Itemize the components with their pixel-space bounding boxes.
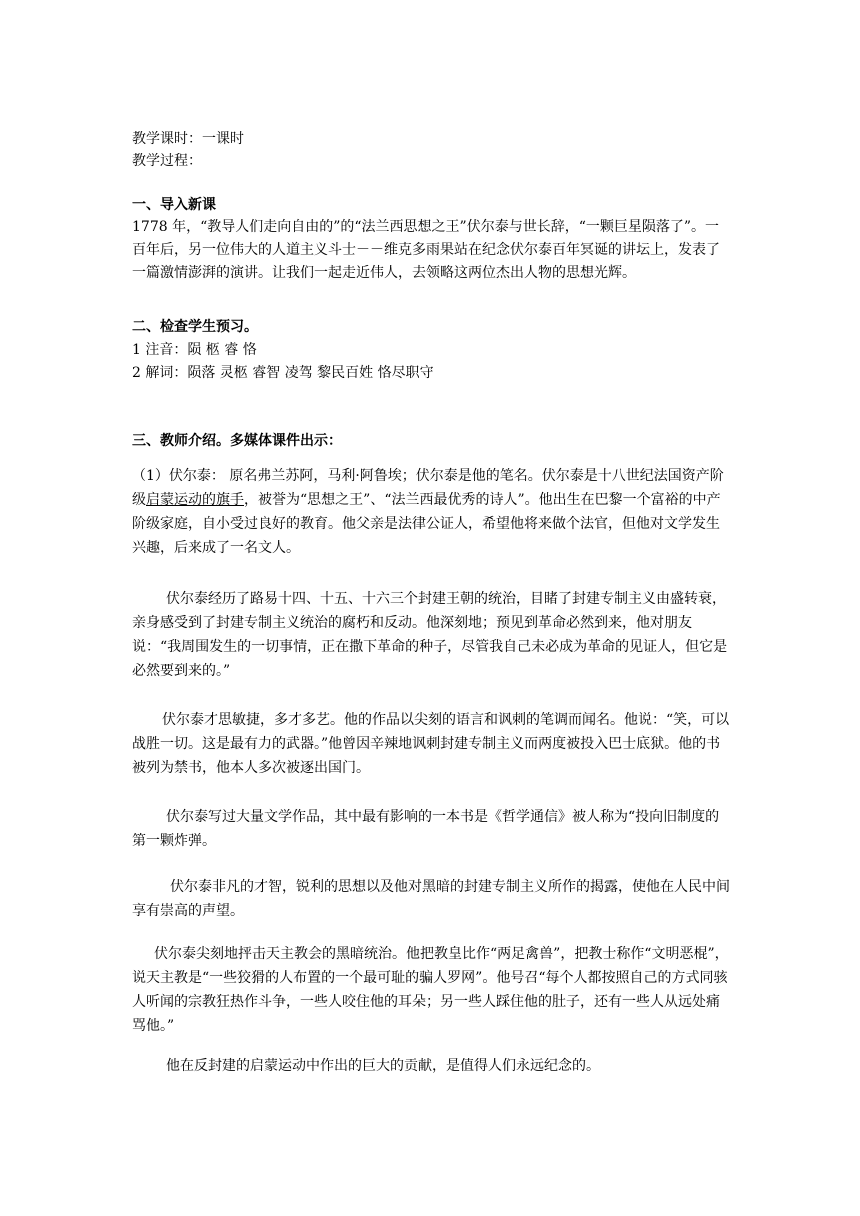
preview-item-vocabulary: 2 解词：陨落 灵柩 睿智 凌驾 黎民百姓 恪尽职守 — [132, 365, 434, 381]
voltaire-paragraph-2: 伏尔泰经历了路易十四、十五、十六三个封建王朝的统治，目睹了封建专制主义由盛转衰，亲身感受到了封建专制主义统治的腐朽和反动。他深刻地；预见到革命必然到来，他对朋友说：“我周围发生的一切事情，正在撒下革命的种子，尽管我自己未必成为革命的见证人，但它是必然要到来的。” — [132, 591, 728, 679]
lesson-process: 教学过程： — [132, 153, 202, 169]
lesson-time: 教学课时：一课时 — [132, 131, 244, 147]
voltaire-paragraph-5: 伏尔泰非凡的才智，锐利的思想以及他对黑暗的封建专制主义所作的揭露，使他在人民中间享有崇高的声望。 — [132, 879, 730, 919]
preview-item-pronunciation: 1 注音：陨 柩 睿 恪 — [132, 342, 257, 358]
voltaire-intro-text-1: （1）伏尔泰： 原名弗兰苏阿，马利·阿鲁埃；伏尔泰是他的笔名。伏尔泰是十八世纪法国资产阶级 — [132, 468, 724, 508]
voltaire-paragraph-6: 伏尔泰尖刻地抨击天主教会的黑暗统治。他把教皇比作“两足禽兽”，把教士称作“文明恶棍”，说天主教是“一些狡猾的人布置的一个最可耻的骗人罗网”。他号召“每个人都按照自己的方式同骇人听闻的宗教狂热作斗争，一些人咬住他的耳朵；另一些人踩住他的肚子，还有一些人从远处痛骂他。” — [132, 946, 729, 1034]
section2-heading: 二、检查学生预习。 — [132, 319, 258, 335]
voltaire-paragraph-7: 他在反封建的启蒙运动中作出的巨大的贡献，是值得人们永远纪念的。 — [166, 1058, 600, 1074]
voltaire-paragraph-3: 伏尔泰才思敏捷，多才多艺。他的作品以尖刻的语言和讽刺的笔调而闻名。他说：“笑，可以战胜一切。这是最有力的武器。”他曾因辛辣地讽刺封建专制主义而两度被投入巴士底狱。他的书被列为禁书，他本人多次被逐出国门。 — [132, 712, 730, 776]
section1-heading: 一、导入新课 — [132, 197, 216, 213]
voltaire-paragraph-4: 伏尔泰写过大量文学作品，其中最有影响的一本书是《哲学通信》被人称为“投向旧制度的第一颗炸弹。 — [132, 809, 720, 849]
voltaire-intro-text-2: ，被誉为“思想之王”、“法兰西最优秀的诗人”。他出生在巴黎一个富裕的中产阶级家庭，自小受过良好的教育。他父亲是法律公证人，希望他将来做个法官，但他对文学发生兴趣，后来成了一名文人。 — [132, 492, 721, 556]
voltaire-intro — [132, 464, 728, 560]
section1-text: 1778 年，“教导人们走向自由的”的“法兰西思想之王”伏尔泰与世长辞，“一颗巨星陨落了”。一百年后，另一位伟大的人道主义斗士－－维克多雨果站在纪念伏尔泰百年冥诞的讲坛上，发表了一篇激情澎湃的演讲。让我们一起走近伟人，去领略这两位杰出人物的思想光辉。 — [132, 219, 720, 281]
voltaire-intro-underlined: 启蒙运动的旗手 — [146, 492, 244, 508]
section3-heading: 三、教师介绍。多媒体课件出示： — [132, 433, 342, 449]
